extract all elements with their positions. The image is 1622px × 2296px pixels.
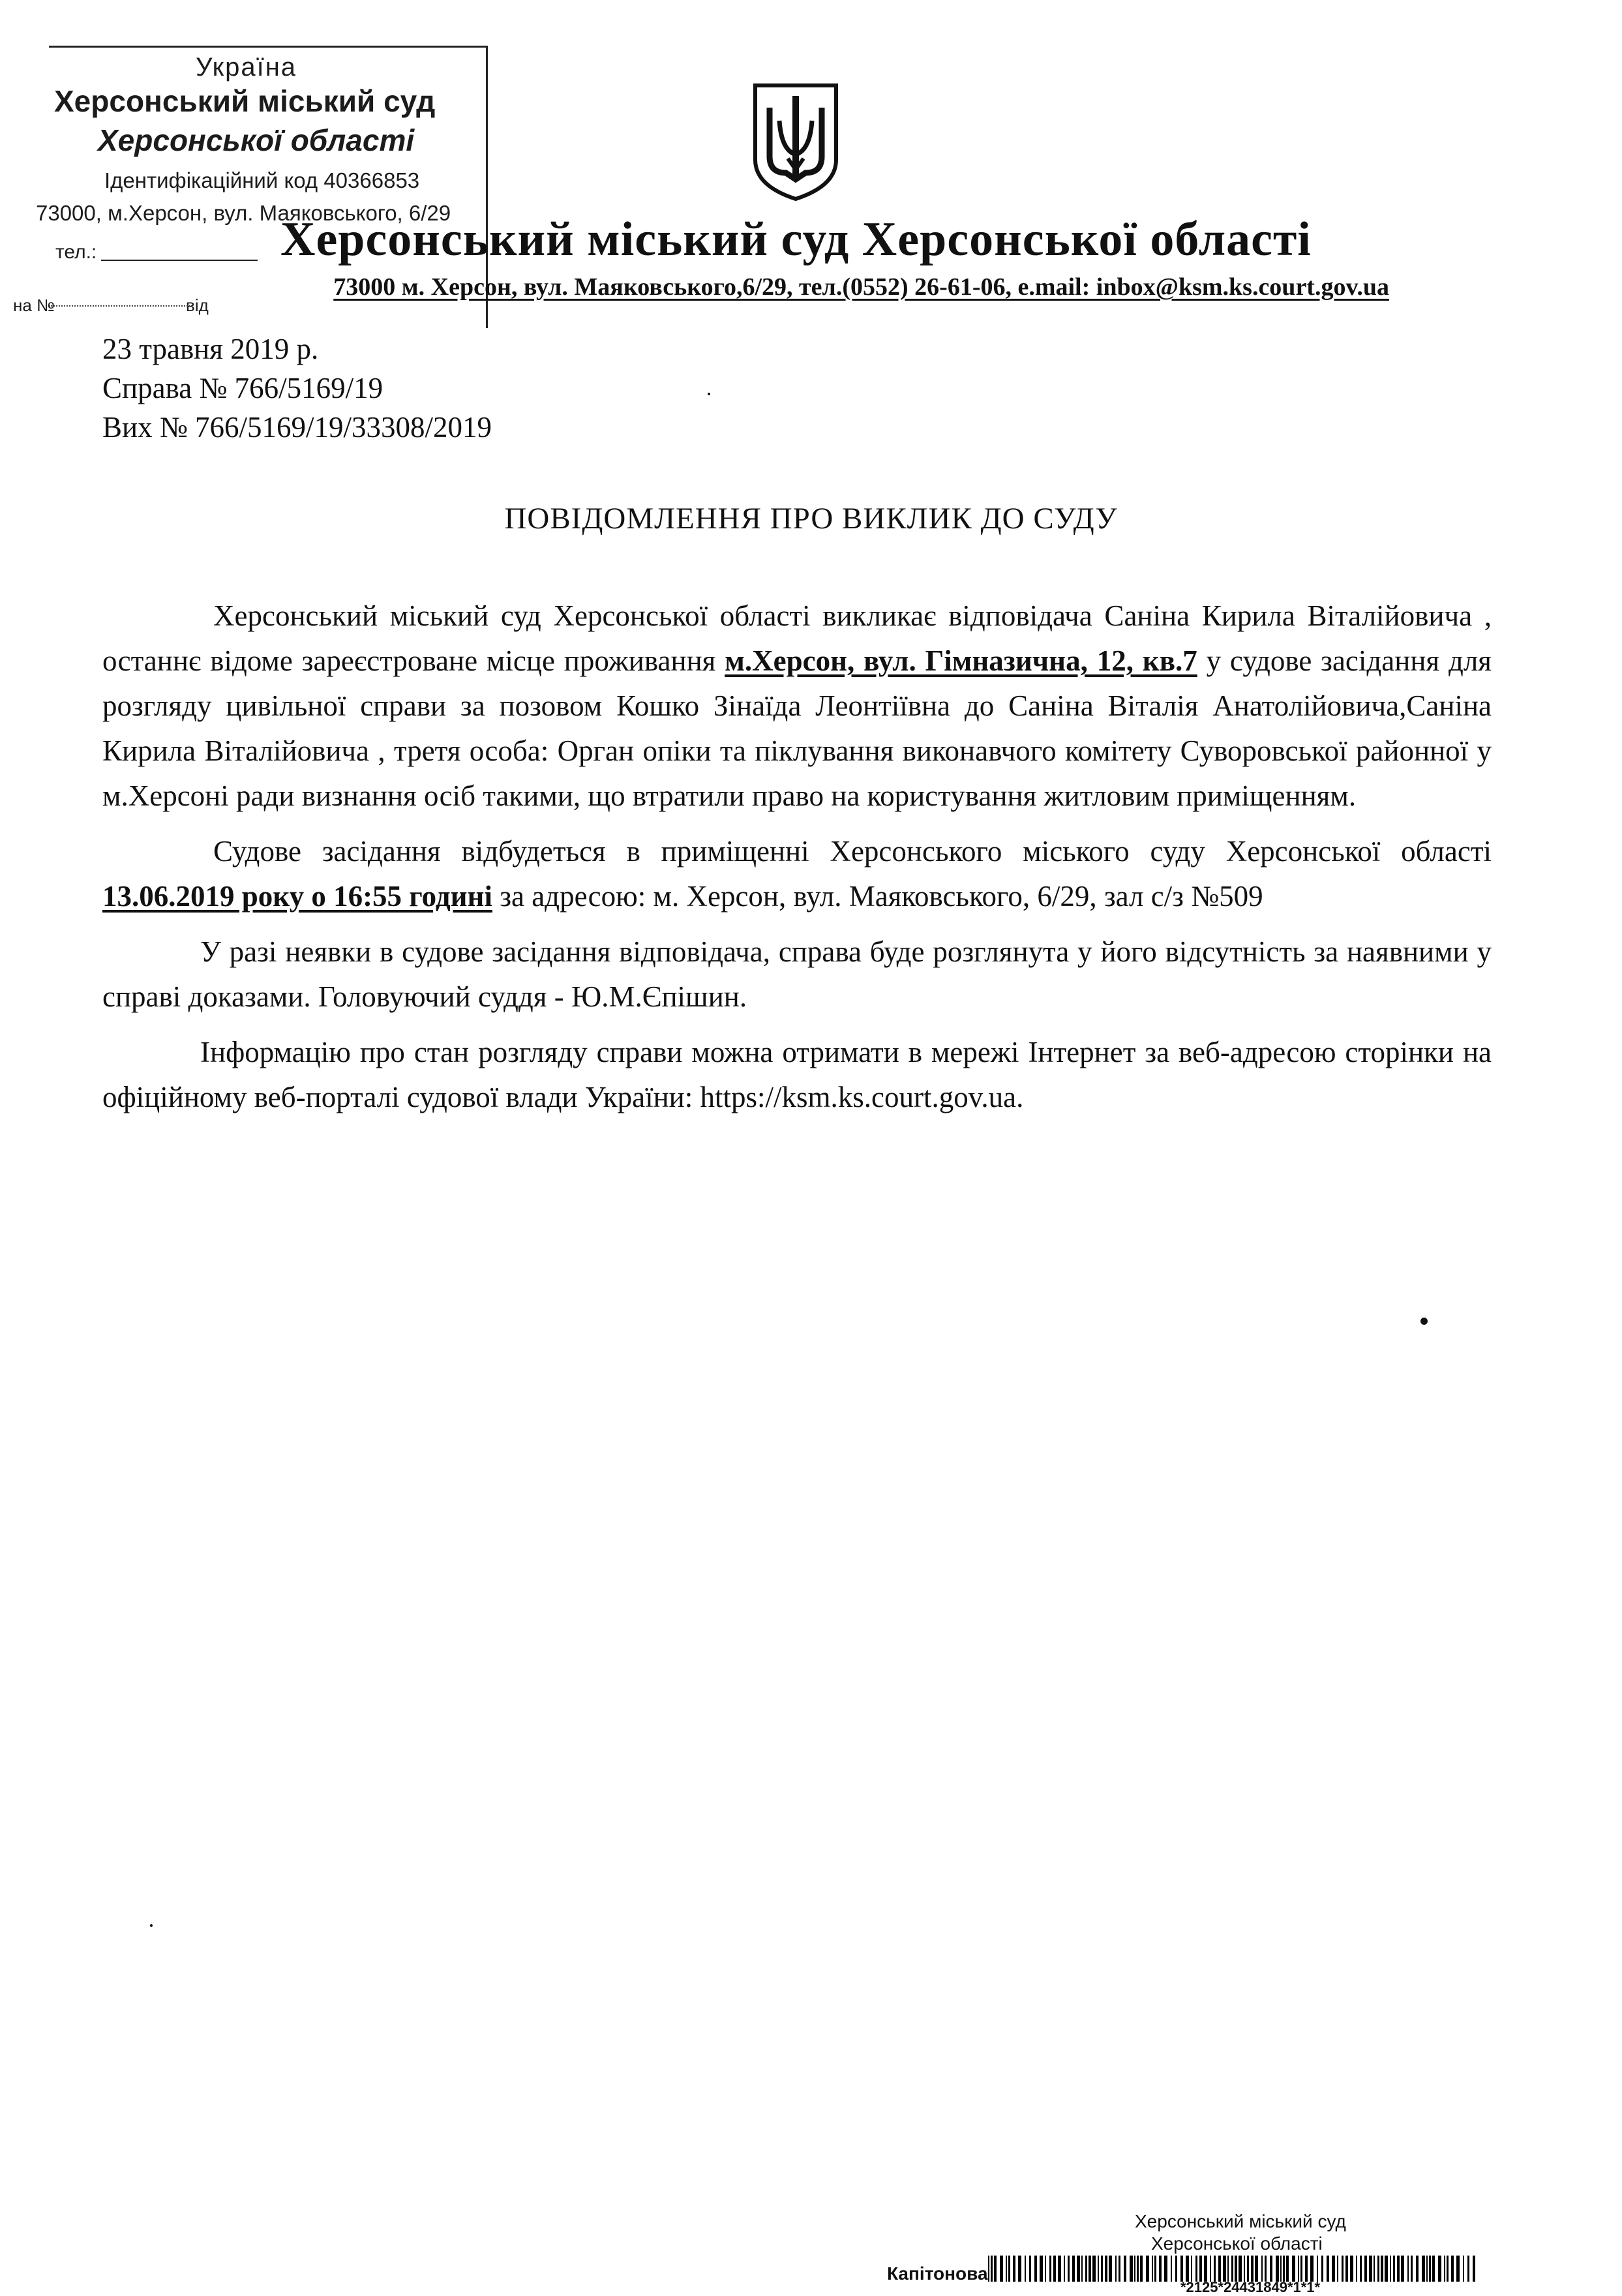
barcode-bar xyxy=(1018,2256,1021,2282)
barcode-bar xyxy=(1137,2256,1139,2282)
barcode-bar xyxy=(1092,2256,1096,2282)
barcode-number: *2125*24431849*1*1* xyxy=(1180,2279,1321,2295)
barcode-bar xyxy=(1191,2256,1192,2282)
document-title: ПОВІДОМЛЕННЯ ПРО ВИКЛИК ДО СУДУ xyxy=(504,502,1118,536)
stamp-address: 73000, м.Херсон, вул. Маяковського, 6/29 xyxy=(36,201,451,225)
barcode-bar xyxy=(1101,2256,1103,2282)
document-date: 23 травня 2019 р. xyxy=(102,333,319,365)
barcode-bar xyxy=(1013,2256,1015,2282)
summons-text-end: у судове засідання для розгляду цивільної справи за позовом Кошко Зінаїда Леонтіївна до Саніна Віталія Анатолійовича,Саніна Кирила Віталійовича , третя особа: Орган опіки та піклування виконавчого комітету Суворовської районної у м.Херсоні ради визнання осіб такими, що втратили право на користування житловим приміщенням. xyxy=(102,644,1492,812)
barcode-bar xyxy=(1195,2256,1197,2282)
barcode-bar xyxy=(1124,2256,1126,2282)
barcode-bar xyxy=(994,2256,997,2282)
stamp-reg-line xyxy=(49,305,192,307)
barcode-bar xyxy=(1159,2256,1162,2282)
barcode-bar xyxy=(1385,2256,1388,2282)
barcode-bar xyxy=(1280,2256,1282,2282)
barcode-bar xyxy=(1058,2256,1061,2282)
barcode-bar xyxy=(1261,2256,1263,2282)
barcode-bar xyxy=(1321,2256,1323,2282)
hearing-text-end: за адресою: м. Херсон, вул. Маяковського, 6/29, зал с/з №509 xyxy=(492,880,1263,913)
barcode-bar xyxy=(1085,2256,1087,2282)
barcode-bar xyxy=(1239,2256,1242,2282)
barcode-bar xyxy=(1292,2256,1295,2282)
barcode-bar xyxy=(1025,2256,1026,2282)
barcode-bar xyxy=(1204,2256,1207,2282)
stamp-court-line1: Херсонський міський суд xyxy=(54,84,436,118)
barcode-bar xyxy=(1064,2256,1065,2282)
barcode-bar xyxy=(1244,2256,1245,2282)
barcode-bar xyxy=(1393,2256,1395,2282)
barcode-court-line2: Херсонської області xyxy=(1151,2233,1323,2254)
barcode-bar xyxy=(1171,2256,1172,2282)
barcode-bar xyxy=(1077,2256,1080,2282)
barcode-bar xyxy=(1298,2256,1299,2282)
barcode-bar xyxy=(1251,2256,1254,2282)
barcode-bar xyxy=(991,2256,993,2282)
barcode-bar xyxy=(1350,2256,1353,2282)
barcode-bar xyxy=(1199,2256,1202,2282)
barcode-bar xyxy=(1345,2256,1348,2282)
stamp-reg-label: на № xyxy=(13,295,55,315)
barcode-bar xyxy=(1429,2256,1431,2282)
barcode-bar xyxy=(1006,2256,1007,2282)
stamp-reg-label-from: від xyxy=(186,295,209,315)
barcode-bar xyxy=(1422,2256,1425,2282)
barcode-bar xyxy=(1255,2256,1258,2282)
barcode-bar xyxy=(1438,2256,1441,2282)
barcode-court-line1: Херсонський міський суд xyxy=(1135,2211,1346,2231)
barcode-bar xyxy=(1154,2256,1156,2282)
defendant-address: м.Херсон, вул. Гімназична, 12, кв.7 xyxy=(725,644,1197,677)
barcode-bar xyxy=(1115,2256,1117,2282)
barcode-bar xyxy=(1381,2256,1383,2282)
paragraph-absence: У разі неявки в судове засідання відповідача, справа буде розглянута у його відсутність за наявними у справі доказами. Головуючий суддя - Ю.М.Єпішин. xyxy=(102,935,1492,1013)
barcode-bar xyxy=(1000,2256,1003,2282)
barcode-bar xyxy=(1432,2256,1435,2282)
barcode-bar xyxy=(1049,2256,1051,2282)
barcode-bar xyxy=(1119,2256,1120,2282)
court-address-line: 73000 м. Херсон, вул. Маяковського,6/29, тел.(0552) 26-61-06, e.mail: inbox@ksm.ks.court.gov.ua xyxy=(333,273,1389,301)
barcode-bar xyxy=(1317,2256,1318,2282)
case-number: Справа № 766/5169/19 xyxy=(102,372,383,404)
scan-speck xyxy=(150,1924,153,1927)
hearing-text-start: Судове засідання відбудеться в приміщенні Херсонського міського суду Херсонської області xyxy=(213,835,1492,868)
barcode-bar xyxy=(1210,2256,1211,2282)
barcode-bar xyxy=(1089,2256,1091,2282)
barcode-bar xyxy=(1390,2256,1391,2282)
document-body xyxy=(102,594,1492,1130)
outgoing-number: Вих № 766/5169/19/33308/2019 xyxy=(102,411,492,444)
barcode-icon xyxy=(988,2256,1480,2282)
barcode-bar xyxy=(1068,2256,1070,2282)
paragraph-hearing xyxy=(102,829,1492,919)
clerk-name: Капітонова xyxy=(887,2263,988,2284)
barcode-bar xyxy=(1332,2256,1335,2282)
barcode-bar xyxy=(1130,2256,1133,2282)
barcode-bar xyxy=(1356,2256,1357,2282)
barcode-bar xyxy=(1407,2256,1409,2282)
stamp-court-line2: Херсонської області xyxy=(98,123,415,157)
barcode-bar xyxy=(988,2256,989,2282)
barcode-bar xyxy=(1426,2256,1428,2282)
barcode-bar xyxy=(1223,2256,1226,2282)
barcode-bar xyxy=(1327,2256,1329,2282)
barcode-bar xyxy=(1081,2256,1083,2282)
barcode-bar xyxy=(1270,2256,1272,2282)
barcode-bar xyxy=(1175,2256,1177,2282)
barcode-bar xyxy=(1214,2256,1216,2282)
barcode-bar xyxy=(1447,2256,1449,2282)
paragraph-summons xyxy=(102,594,1492,819)
barcode-bar xyxy=(1374,2256,1375,2282)
barcode-bar xyxy=(1146,2256,1149,2282)
barcode-bar xyxy=(1364,2256,1367,2282)
barcode-bar xyxy=(1276,2256,1279,2282)
summons-text-start: Херсонський міський суд Херсонської області викликає відповідача Саніна Кирила Віталійовича , останнє відоме зареєстроване місце проживання xyxy=(102,599,1492,677)
court-title: Херсонський міський суд Херсонської області xyxy=(280,213,1312,266)
barcode-bar xyxy=(1265,2256,1267,2282)
barcode-bar xyxy=(1369,2256,1372,2282)
barcode-bar xyxy=(1463,2256,1464,2282)
scan-speck xyxy=(708,393,710,395)
barcode-bar xyxy=(1008,2256,1010,2282)
barcode-bar xyxy=(1444,2256,1445,2282)
barcode-bar xyxy=(1360,2256,1362,2282)
barcode-bar xyxy=(1235,2256,1237,2282)
barcode-bar xyxy=(1283,2256,1285,2282)
barcode-bar xyxy=(1186,2256,1189,2282)
barcode-bar xyxy=(1045,2256,1046,2282)
barcode-bar xyxy=(1377,2256,1379,2282)
barcode-bar xyxy=(1134,2256,1135,2282)
barcode-bar xyxy=(1342,2256,1344,2282)
barcode-bar xyxy=(1300,2256,1302,2282)
barcode-bar xyxy=(1040,2256,1043,2282)
stamp-phone-line xyxy=(101,260,258,261)
barcode-bar xyxy=(1286,2256,1289,2282)
barcode-bar xyxy=(1072,2256,1075,2282)
barcode-bar xyxy=(1152,2256,1153,2282)
barcode-bar xyxy=(1397,2256,1400,2282)
barcode-bar xyxy=(1164,2256,1167,2282)
barcode-bar xyxy=(1401,2256,1404,2282)
barcode-bar xyxy=(1310,2256,1314,2282)
barcode-bar xyxy=(1227,2256,1229,2282)
barcode-bar xyxy=(1180,2256,1183,2282)
barcode-bar xyxy=(1467,2256,1469,2282)
coat-of-arms-icon xyxy=(750,82,841,202)
document-references xyxy=(102,329,492,447)
stamp-phone-label: тел.: xyxy=(55,241,97,263)
scan-speck xyxy=(1420,1318,1428,1325)
barcode-bar xyxy=(1411,2256,1413,2282)
stamp-id-code: Ідентифікаційний код 40366853 xyxy=(104,168,420,192)
barcode-bar xyxy=(1231,2256,1233,2282)
barcode-bar xyxy=(1456,2256,1460,2282)
barcode-bar xyxy=(1473,2256,1475,2282)
barcode-bar xyxy=(1451,2256,1454,2282)
barcode-bar xyxy=(1109,2256,1112,2282)
barcode-bar xyxy=(1105,2256,1107,2282)
barcode-bar xyxy=(1305,2256,1308,2282)
barcode-bar xyxy=(1416,2256,1419,2282)
paragraph-info: Інформацію про стан розгляду справи можна отримати в мережі Інтернет за веб-адресою сторінки на офіційному веб-порталі судової влади України: https://ksm.ks.court.gov.ua. xyxy=(102,1036,1492,1113)
barcode-bar xyxy=(1140,2256,1143,2282)
stamp-country: Україна xyxy=(196,53,297,82)
barcode-bar xyxy=(1029,2256,1031,2282)
barcode-bar xyxy=(1337,2256,1338,2282)
hearing-datetime: 13.06.2019 року о 16:55 годині xyxy=(102,880,492,913)
barcode-bar xyxy=(1053,2256,1056,2282)
barcode-bar xyxy=(1034,2256,1037,2282)
registration-barcode-block xyxy=(887,2211,1539,2295)
barcode-bar xyxy=(1218,2256,1221,2282)
barcode-bar xyxy=(1247,2256,1249,2282)
barcode-bar xyxy=(1098,2256,1099,2282)
